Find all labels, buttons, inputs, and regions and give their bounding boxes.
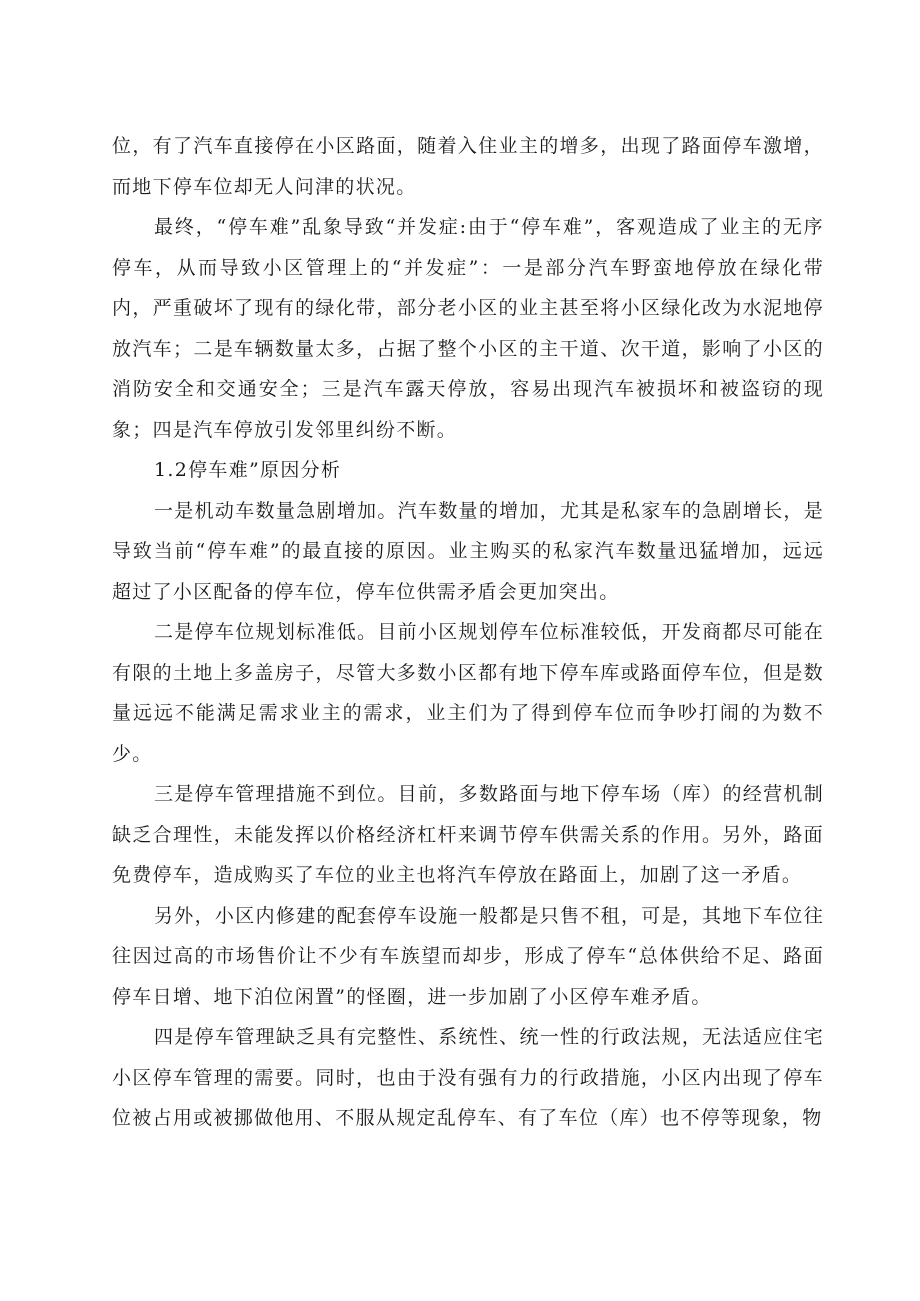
paragraph-planning-standard: 二是停车位规划标准低。目前小区规划停车位标准较低，开发商都尽可能在有限的土地上多盖房子，尽管大多数小区都有地下停车库或路面停车位，但是数量远远不能满足需求业主的需求，业主们为了得到停车位而争吵打闹的为数不少。 [112, 621, 824, 765]
paragraph-sale-not-rent: 另外，小区内修建的配套停车设施一般都是只售不租，可是，其地下车位往往因过高的市场售价让不少有车族望而却步，形成了停车“总体供给不足、路面停车日增、地下泊位闲置”的怪圈，进一步加剧了小区停车难矛盾。 [112, 904, 824, 1008]
document-body [112, 126, 824, 1139]
paragraph-regulations: 四是停车管理缺乏具有完整性、系统性、统一性的行政法规，无法适应住宅小区停车管理的需要。同时，也由于没有强有力的行政措施，小区内出现了停车位被占用或被挪做他用、不服从规定乱停车、有了车位（库）也不停等现象，物 [112, 1026, 824, 1129]
section-heading-cause-analysis: 1.2停车难”原因分析 [154, 459, 342, 481]
paragraph-continuation: 位，有了汽车直接停在小区路面，随着入住业主的增多，出现了路面停车激增，而地下停车位却无人问津的状况。 [112, 135, 824, 198]
paragraph-management-measures: 三是停车管理措施不到位。目前，多数路面与地下停车场（库）的经营机制缺乏合理性，未能发挥以价格经济杠杆来调节停车供需关系的作用。另外，路面免费停车，造成购买了车位的业主也将汽车停放在路面上，加剧了这一矛盾。 [112, 783, 824, 886]
paragraph-vehicle-increase: 一是机动车数量急剧增加。汽车数量的增加，尤其是私家车的急剧增长，是导致当前“停车难”的最直接的原因。业主购买的私家汽车数量迅猛增加，远远超过了小区配备的停车位，停车位供需矛盾会更加突出。 [112, 499, 824, 603]
paragraph-complications: 最终，“停车难”乱象导致“并发症:由于“停车难”，客观造成了业主的无序停车，从而导致小区管理上的“并发症”：一是部分汽车野蛮地停放在绿化带内，严重破坏了现有的绿化带，部分老小区的业主甚至将小区绿化改为水泥地停放汽车；二是车辆数量太多，占据了整个小区的主干道、次干道，影响了小区的消防安全和交通安全；三是汽车露天停放，容易出现汽车被损坏和被盗窃的现象；四是汽车停放引发邻里纠纷不断。 [112, 216, 824, 441]
